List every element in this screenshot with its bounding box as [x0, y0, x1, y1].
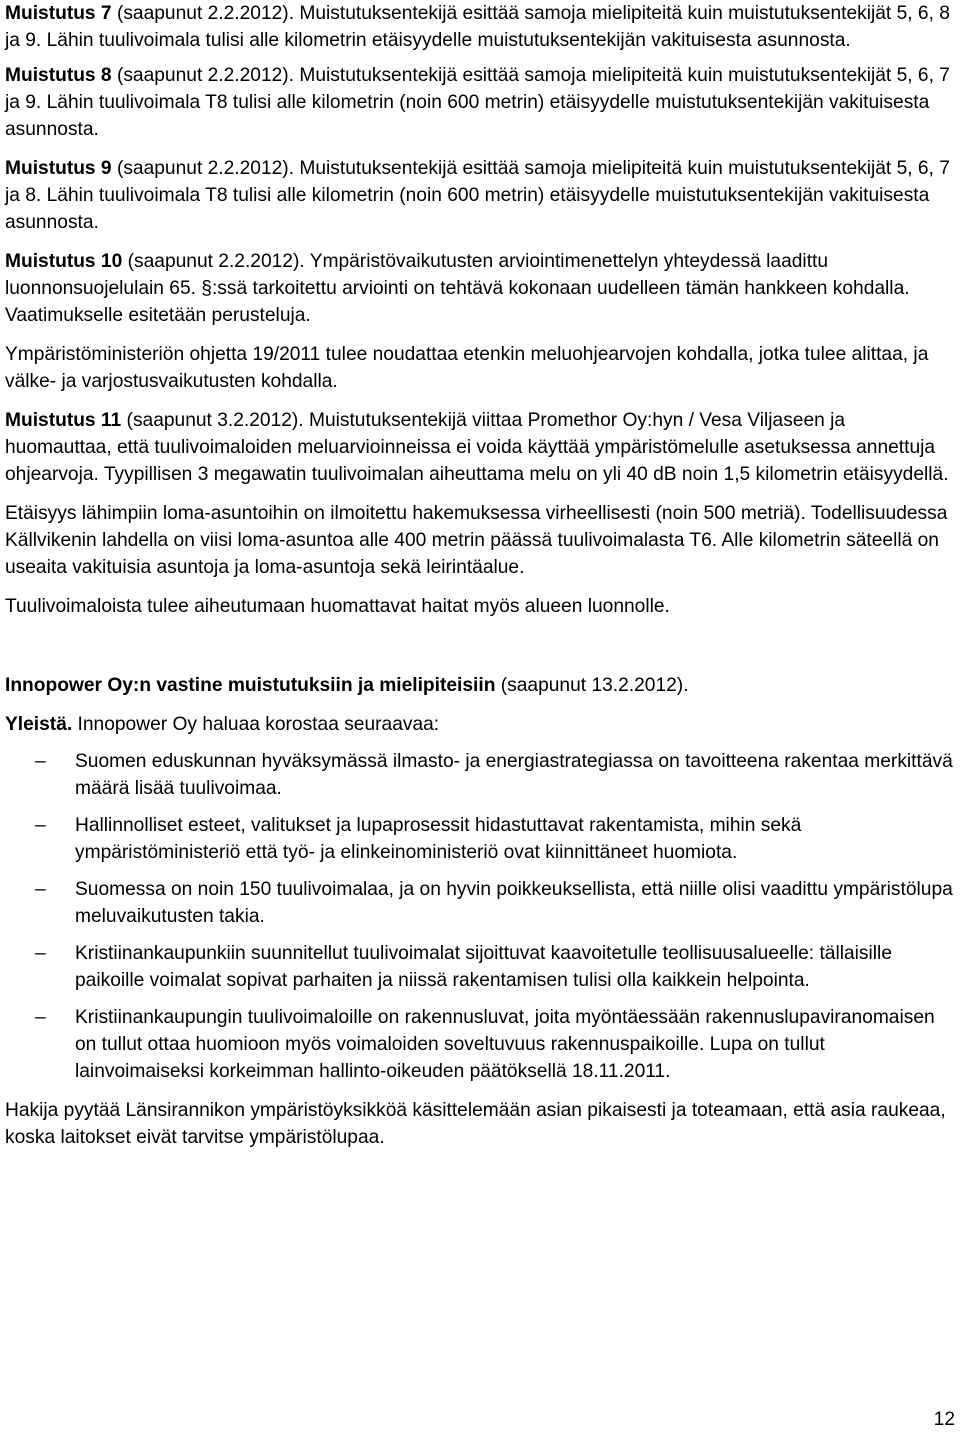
muistutus-10-paragraph [5, 248, 955, 329]
dash-bullet: – [35, 751, 46, 772]
muistutus-7-text: Muistutuksentekijä esittää samoja mielipiteitä kuin muistutuksentekijät 5, 6, 8 ja 9. Lähin tuulivoimala tulisi alle kilometrin etäisyydelle muistutuksentekijän vakituisesta asunnosta. [5, 3, 950, 51]
muistutus-7-date: (saapunut 2.2.2012). [111, 3, 300, 24]
list-item [5, 748, 955, 802]
muistutus-7-paragraph [5, 0, 955, 54]
list-item-text: Suomen eduskunnan hyväksymässä ilmasto- ja energiastrategiassa on tavoitteena rakentaa merkittävä määrä lisää tuulivoimaa. [75, 751, 953, 799]
muistutus-9-text: Muistutuksentekijä esittää samoja mielipiteitä kuin muistutuksentekijät 5, 6, 7 ja 8. Lähin tuulivoimala T8 tulisi alle kilometrin (noin 600 metrin) etäisyydelle muistutuksentekijän vakituisesta asunnosta. [5, 158, 950, 233]
list-item [5, 876, 955, 930]
dash-bullet: – [35, 815, 46, 836]
distance-paragraph: Etäisyys lähimpiin loma-asuntoihin on ilmoitettu hakemuksessa virheellisesti (noin 500 metriä). Todellisuudessa Källvikenin lahdella on viisi loma-asuntoa alle 400 metrin päässä tuulivoimalasta T6. Alle kilometrin säteellä on useaita vakituisia asuntoja ja loma-asuntoja sekä leirintäalue. [5, 503, 948, 578]
list-item-text: Kristiinankaupunkiin suunnitellut tuulivoimalat sijoittuvat kaavoitetulle teollisuusalueelle: tällaisille paikoille voimalat sopivat parhaiten ja niissä rakentamisen tulisi olla kaikkein helpointa. [75, 943, 892, 991]
muistutus-9-date: (saapunut 2.2.2012). [111, 158, 300, 179]
muistutus-8-heading: Muistutus 8 [5, 65, 112, 86]
ministry-guideline-paragraph: Ympäristöministeriön ohjetta 19/2011 tulee noudattaa etenkin meluohjearvojen kohdalla, jotka tulee alittaa, ja välke- ja varjostusvaikutusten kohdalla. [5, 344, 929, 392]
muistutus-11-heading: Muistutus 11 [5, 410, 122, 431]
general-paragraph [5, 711, 955, 738]
general-label: Yleistä. [5, 714, 73, 735]
page-number: 12 [933, 1409, 955, 1430]
muistutus-11-paragraph [5, 407, 955, 488]
general-text: Innopower Oy haluaa korostaa seuraavaa: [72, 714, 440, 735]
list-item-text: Hallinnolliset esteet, valitukset ja lupaprosessit hidastuttavat rakentamista, mihin sekä ympäristöministeriö että työ- ja elinkeinoministeriö ovat kiinnittäneet huomiota. [75, 815, 802, 863]
list-item-text: Kristiinankaupungin tuulivoimaloille on rakennusluvat, joita myöntäessään rakennuslupaviranomaisen on tullut ottaa huomioon myös voimaloiden soveltuvuus rakennuspaikoille. Lupa on tullut lainvoimaiseksi korkeimman hallinto-oikeuden päätöksellä 18.11.2011. [75, 1007, 935, 1082]
muistutus-11-text: Muistutuksentekijä viittaa Promethor Oy:hyn / Vesa Viljaseen ja huomauttaa, että tuulivoimaloiden meluarvioinneissa ei voida käyttää ympäristömelulle asetuksessa annettuja ohjearvoja. Tyypillisen 3 megawatin tuulivoimalan aiheuttama melu on yli 40 dB noin 1,5 kilometrin etäisyydellä. [5, 410, 949, 485]
list-item-text: Suomessa on noin 150 tuulivoimalaa, ja on hyvin poikkeuksellista, että niille olisi vaadittu ympäristölupa meluvaikutusten takia. [75, 879, 953, 927]
muistutus-7-heading: Muistutus 7 [5, 3, 112, 24]
innopower-heading: Innopower Oy:n vastine muistutuksiin ja mielipiteisiin [5, 675, 496, 696]
list-item [5, 1004, 955, 1085]
dash-bullet: – [35, 1007, 46, 1028]
innopower-bullet-list [5, 748, 955, 1085]
list-item [5, 812, 955, 866]
muistutus-9-paragraph [5, 155, 955, 236]
muistutus-10-date: (saapunut 2.2.2012). [122, 251, 310, 272]
innopower-heading-paragraph [5, 672, 955, 699]
innopower-date: (saapunut 13.2.2012). [495, 675, 689, 696]
closing-paragraph: Hakija pyytää Länsirannikon ympäristöyksikköä käsittelemään asian pikaisesti ja toteamaan, että asia raukeaa, koska laitokset eivät tarvitse ympäristölupaa. [5, 1100, 946, 1148]
muistutus-10-heading: Muistutus 10 [5, 251, 123, 272]
dash-bullet: – [35, 879, 46, 900]
muistutus-8-date: (saapunut 2.2.2012). [111, 65, 300, 86]
nature-paragraph: Tuulivoimaloista tulee aiheutumaan huomattavat haitat myös alueen luonnolle. [5, 596, 670, 617]
muistutus-9-heading: Muistutus 9 [5, 158, 112, 179]
dash-bullet: – [35, 943, 46, 964]
list-item [5, 940, 955, 994]
muistutus-8-paragraph [5, 62, 955, 143]
muistutus-10-text: Ympäristövaikutusten arviointimenettelyn yhteydessä laadittu luonnonsuojelulain 65. §:ssä tarkoitettu arviointi on tehtävä kokonaan uudelleen tämän hankkeen kohdalla. Vaatimukselle esitetään perusteluja. [5, 251, 910, 326]
muistutus-8-text: Muistutuksentekijä esittää samoja mielipiteitä kuin muistutuksentekijät 5, 6, 7 ja 9. Lähin tuulivoimala T8 tulisi alle kilometrin (noin 600 metrin) etäisyydelle muistutuksentekijän vakituisesta asunnosta. [5, 65, 950, 140]
document-body [5, 0, 955, 1151]
muistutus-11-date: (saapunut 3.2.2012). [121, 410, 309, 431]
